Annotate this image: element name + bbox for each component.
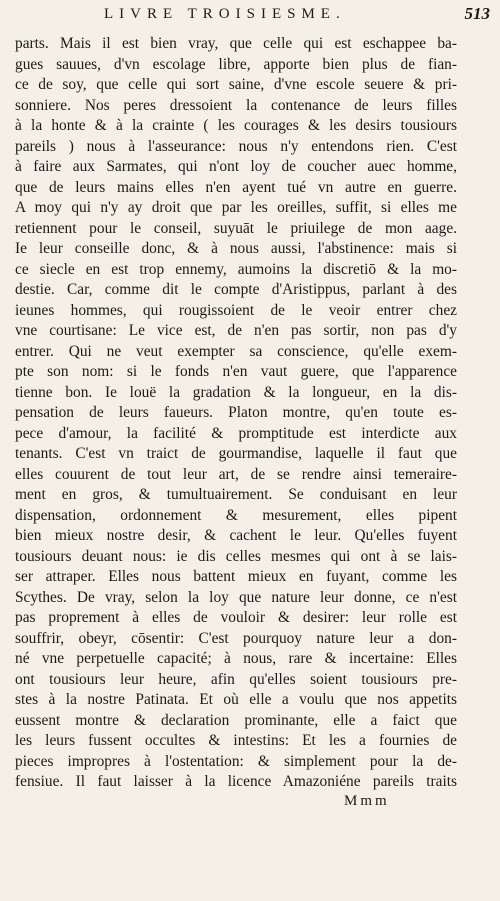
text-line: ont tousiours leur heure, afin qu'elles soient tousiours pre-: [15, 670, 457, 688]
text-line: bien mieux nostre desir, & cachent le leur. Qu'elles fuyent: [15, 527, 457, 544]
running-title: LIVRE TROISIESME.: [104, 6, 346, 22]
text-line: les leurs fussent occultes & intestins: Et les a fournies de: [15, 732, 457, 749]
text-line: sonniere. Nos peres dressoient la contenance de leurs filles: [15, 96, 457, 114]
text-line: fensiue. Il faut laisser à la licence Amazoniéne pareils traits: [15, 773, 457, 790]
text-line: ser attraper. Elles nous battent mieux en fuyant, comme les: [15, 568, 457, 585]
text-line: stes à la nostre Patinata. Et où elle a voulu que nos appetits: [15, 691, 457, 708]
text-line: A moy qui n'y ay droit que par les oreilles, suffit, si elles me: [15, 199, 457, 216]
text-line: destie. Car, comme dit le compte d'Aristippus, parlant à des: [15, 281, 457, 298]
running-head: [12, 2, 490, 30]
text-line: gues sauues, d'vn escolage libre, apporte bien plus de fian-: [15, 55, 457, 73]
text-line: ment en gros, & tumultuairement. Se conduisant en leur: [15, 486, 457, 503]
text-line: que de leurs mains elles n'en ayent tué vn autre en guerre.: [15, 178, 457, 196]
text-line: tenants. C'est vn traict de gourmandise, laquelle il faut que: [15, 445, 457, 462]
text-line: pieces impropres à l'ostentation: & simplement pour la de-: [15, 752, 457, 770]
text-line: tienne bon. Ie louë la gradation & la longueur, en la dis-: [15, 383, 457, 401]
text-line: ieunes hommes, qui rougissoient de le veoir entrer chez: [15, 301, 457, 319]
text-line: pas proprement à elles de vouloir & desirer: leur rolle est: [15, 609, 457, 626]
text-line: souffrir, obeyr, cōsentir: C'est pourquoy nature leur a don-: [15, 629, 457, 647]
text-line: pece d'amour, la facilité & promptitude est interdicte aux: [15, 424, 457, 442]
text-line: Ie leur conseille donc, & à nous aussi, l'abstinence: mais si: [15, 240, 457, 257]
text-line: entrer. Qui ne veut exempter sa conscience, qu'elle exem-: [15, 342, 457, 360]
text-line: tousiours deuant nous: ie dis celles mesmes qui ont à se lais-: [15, 547, 457, 565]
text-line: pensation de leurs faueurs. Platon montre, qu'en toute es-: [15, 404, 457, 421]
body-text: [15, 34, 457, 793]
text-line: ce de soy, que celle qui sort saine, d'vne escole seuere & pri-: [15, 76, 457, 93]
text-line: eussent montre & declaration prominante, elle a faict que: [15, 711, 457, 729]
text-line: à faire aux Sarmates, qui n'ont loy de coucher auec homme,: [15, 158, 457, 175]
text-line: né vne perpetuelle capacité; à nous, rare & incertaine: Elles: [15, 650, 457, 667]
text-line: dispensation, ordonnement & mesurement, elles pipent: [15, 506, 457, 524]
text-line: pte son nom: si le fonds n'en vaut guere, que l'apparence: [15, 363, 457, 380]
page-number: 513: [464, 4, 490, 23]
text-line: parts. Mais il est bien vray, que celle qui est eschappee ba-: [15, 35, 457, 52]
text-line: elles couurent de tout leur art, de se rendre ainsi temeraire-: [15, 465, 457, 483]
text-line: vne courtisane: Le vice est, de n'en pas sortir, non pas d'y: [15, 322, 457, 339]
signature-mark: Mmm: [344, 793, 390, 809]
text-line: pareils ) nous à l'asseurance: nous n'y entendons rien. C'est: [15, 137, 457, 155]
text-line: ce siecle en est trop ennemy, aumoins la discretiō & la mo-: [15, 260, 457, 278]
text-line: à la honte & à la crainte ( les courages & les desirs tousiours: [15, 117, 457, 134]
text-line: Scythes. De vray, selon la loy que nature leur donne, ce n'est: [15, 588, 457, 606]
text-line: retiennent pour le conseil, suyuāt le priuilege de mon aage.: [15, 219, 457, 237]
